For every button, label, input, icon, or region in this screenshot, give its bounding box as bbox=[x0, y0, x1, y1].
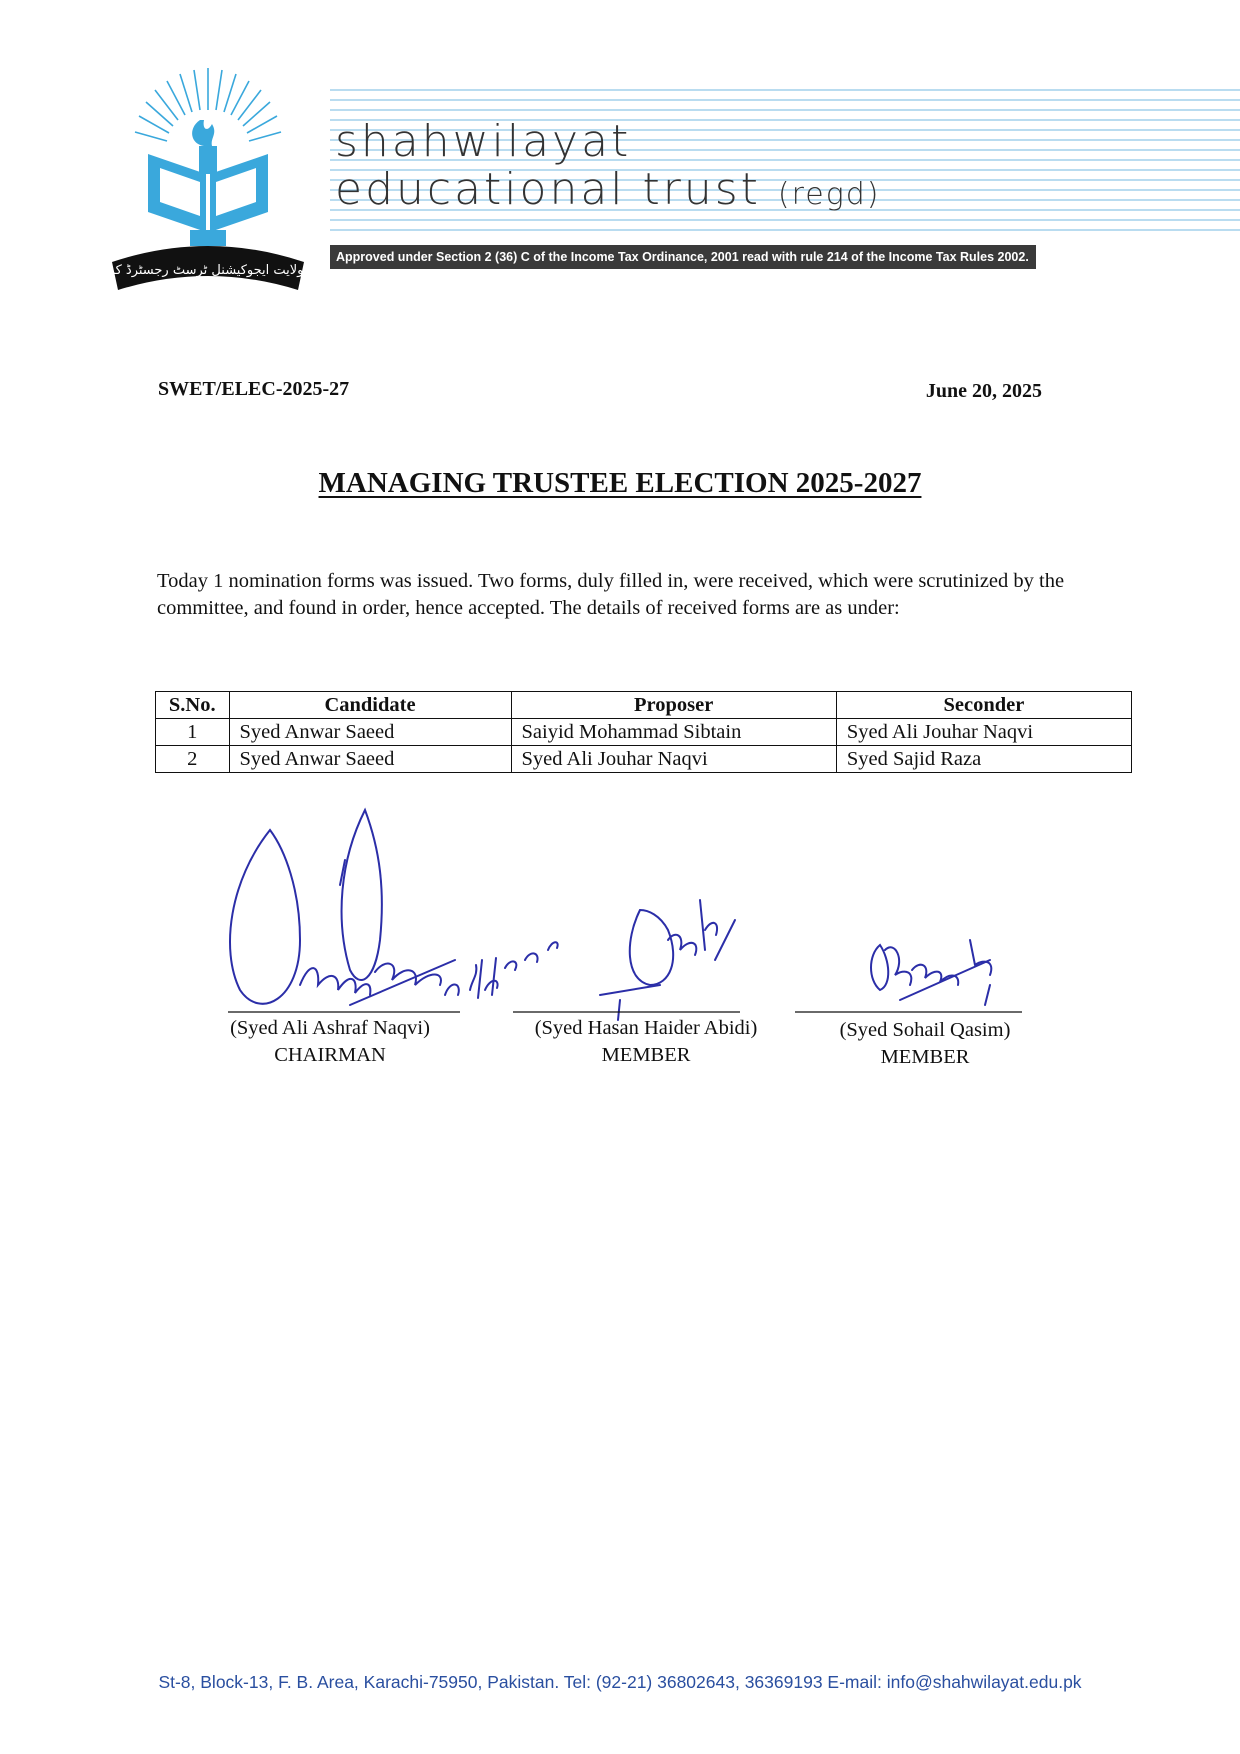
document-title bbox=[0, 467, 1240, 500]
document-date: June 20, 2025 bbox=[925, 380, 1042, 402]
signatory-member-sohail bbox=[790, 1017, 1060, 1071]
cell-seconder: Syed Sajid Raza bbox=[836, 746, 1131, 773]
approval-strip: Approved under Section 2 (36) C of the Income Tax Ordinance, 2001 read with rule 214 of the Income Tax Rules 2002. bbox=[330, 245, 1036, 269]
header-sno: S.No. bbox=[156, 692, 230, 719]
footer-address: St-8, Block-13, F. B. Area, Karachi-75950, Pakistan. Tel: (92-21) 36802643, 36369193 E-mail: info@shahwilayat.edu.pk bbox=[158, 1672, 1082, 1692]
intro-paragraph: Today 1 nomination forms was issued. Two forms, duly filled in, were received, which were scrutinized by the committee, and found in order, hence accepted. The details of received forms are as under: bbox=[157, 570, 1065, 619]
cell-sno: 2 bbox=[156, 746, 230, 773]
signatory-role: MEMBER bbox=[880, 1046, 970, 1068]
signatory-name: (Syed Hasan Haider Abidi) bbox=[534, 1017, 758, 1039]
signature-member-hasan bbox=[600, 900, 735, 1020]
torch-flame bbox=[192, 120, 214, 146]
header-seconder: Seconder bbox=[836, 692, 1131, 719]
cell-proposer: Syed Ali Jouhar Naqvi bbox=[511, 746, 836, 773]
org-name-educational-trust: educational trust bbox=[335, 164, 761, 215]
cell-seconder: Syed Ali Jouhar Naqvi bbox=[836, 719, 1131, 746]
header-candidate: Candidate bbox=[229, 692, 511, 719]
urdu-seal-text: شاہ ولایت ایجوکیشنل ٹرسٹ رجسٹرڈ کراچی bbox=[85, 263, 331, 278]
table-row bbox=[156, 719, 1132, 746]
table-header-row bbox=[156, 692, 1132, 719]
document-title-text: MANAGING TRUSTEE ELECTION 2025-2027 bbox=[318, 467, 922, 499]
cell-candidate: Syed Anwar Saeed bbox=[229, 719, 511, 746]
cell-candidate: Syed Anwar Saeed bbox=[229, 746, 511, 773]
cell-sno: 1 bbox=[156, 719, 230, 746]
org-regd: (regd) bbox=[777, 177, 881, 212]
signatory-role: MEMBER bbox=[601, 1044, 691, 1066]
trust-logo bbox=[85, 62, 331, 302]
table-row bbox=[156, 746, 1132, 773]
signatory-name: (Syed Ali Ashraf Naqvi) bbox=[230, 1017, 430, 1039]
nominations-table bbox=[155, 691, 1132, 773]
signatory-chairman bbox=[200, 1015, 460, 1069]
reference-number: SWET/ELEC-2025-27 bbox=[158, 378, 350, 400]
signatory-name: (Syed Sohail Qasim) bbox=[839, 1019, 1011, 1041]
org-name-line2 bbox=[335, 164, 881, 215]
org-name-line1: shahwilayat bbox=[335, 116, 632, 167]
signature-chairman bbox=[230, 810, 558, 1005]
signatory-member-hasan bbox=[512, 1015, 780, 1069]
header-proposer: Proposer bbox=[511, 692, 836, 719]
signatory-role: CHAIRMAN bbox=[274, 1044, 386, 1066]
cell-proposer: Saiyid Mohammad Sibtain bbox=[511, 719, 836, 746]
signature-member-sohail bbox=[871, 940, 991, 1005]
